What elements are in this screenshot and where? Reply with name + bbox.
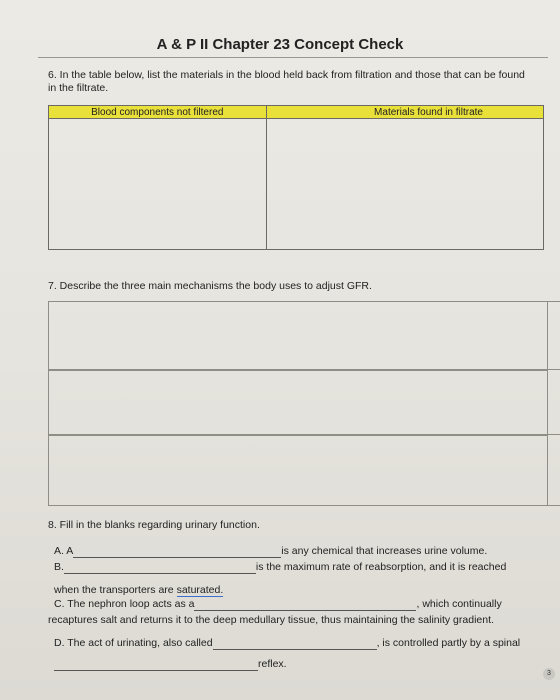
question-6: 6. In the table below, list the materials in the blood held back from filtration and those that can be found in the filtrate. xyxy=(48,69,525,94)
blank-b-field[interactable] xyxy=(64,561,256,574)
blank-c-field[interactable] xyxy=(194,598,416,611)
gfr-answer-box-2[interactable] xyxy=(48,369,548,436)
title-rule xyxy=(38,57,548,58)
page-title: A & P II Chapter 23 Concept Check xyxy=(156,36,404,53)
page-number: 3 xyxy=(543,668,555,680)
blank-b-continuation xyxy=(54,584,223,596)
blank-c-label: C. The nephron loop acts as a xyxy=(54,598,195,610)
blank-d-field-2[interactable] xyxy=(54,658,258,671)
blank-d-end-text: reflex. xyxy=(258,658,287,670)
blank-b-label: B. xyxy=(54,561,64,573)
blank-d-field[interactable] xyxy=(213,637,377,650)
blank-b-text: is the maximum rate of reabsorption, and it is reached xyxy=(255,561,507,573)
box-right-divider-1 xyxy=(545,369,560,370)
blank-c-text: , which continually xyxy=(416,598,502,610)
blank-a-text: is any chemical that increases urine volume. xyxy=(281,545,488,557)
column-header-not-filtered: Blood components not filtered xyxy=(49,106,267,119)
not-filtered-cell[interactable] xyxy=(49,119,267,250)
gfr-answer-box-1[interactable] xyxy=(48,301,548,371)
filtration-table xyxy=(48,105,544,250)
filtrate-cell[interactable] xyxy=(266,119,543,250)
blank-a-row xyxy=(54,545,487,558)
blank-a-field[interactable] xyxy=(73,545,281,558)
blank-d-continuation xyxy=(54,658,287,671)
blank-b-row xyxy=(54,561,506,574)
blank-d-row xyxy=(54,637,520,650)
blank-b-cont-text: when the transporters are xyxy=(54,584,177,596)
saturated-word: saturated. xyxy=(176,584,224,596)
question-7: 7. Describe the three main mechanisms the body uses to adjust GFR. xyxy=(48,280,372,292)
blank-d-text: , is controlled partly by a spinal xyxy=(376,637,521,649)
box-right-divider-2 xyxy=(545,434,560,435)
blank-a-label: A. A xyxy=(54,545,74,557)
column-header-filtrate: Materials found in filtrate xyxy=(266,106,543,119)
box-right-edge xyxy=(545,301,560,506)
blank-d-label: D. The act of urinating, also called xyxy=(54,637,213,649)
blank-c-continuation: recaptures salt and returns it to the deep medullary tissue, thus maintaining the salinity gradient. xyxy=(48,614,494,626)
gfr-answer-box-3[interactable] xyxy=(48,434,548,506)
blank-c-row xyxy=(54,598,502,611)
question-8: 8. Fill in the blanks regarding urinary function. xyxy=(48,519,260,531)
